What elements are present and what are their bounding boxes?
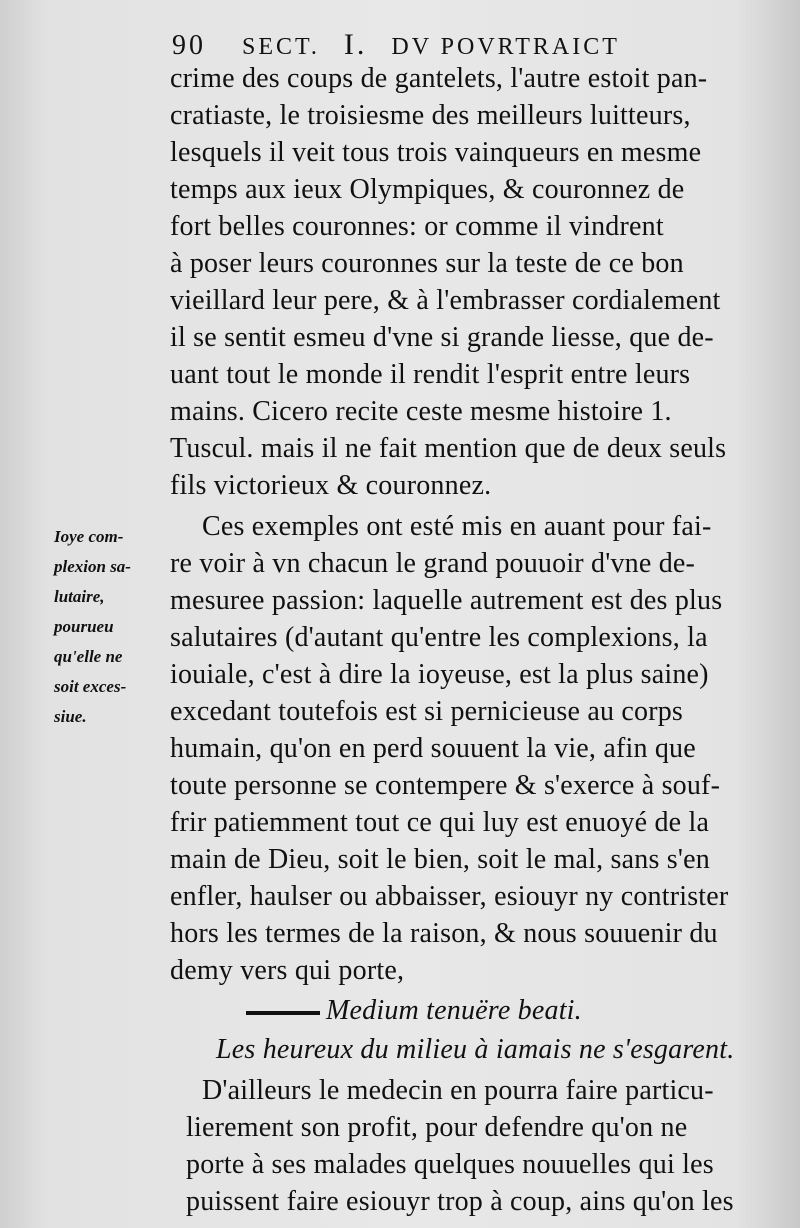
margin-note-line: soit exces- [54, 677, 127, 696]
body-line: fils victorieux & couronnez. [170, 470, 492, 501]
latin-quote: Medium tenuëre beati. [326, 995, 582, 1026]
body-line: re voir à vn chacun le grand pouuoir d'vne de- [170, 548, 696, 579]
body-line: iouiale, c'est à dire la ioyeuse, est la plus saine) [170, 659, 709, 690]
body-line: vieillard leur pere, & à l'embrasser cordialement [170, 285, 721, 316]
margin-note [54, 522, 166, 732]
body-line: temps aux ieux Olympiques, & couronnez de [170, 174, 685, 205]
margin-note-line: pourueu [54, 617, 114, 636]
body-line: uant tout le monde il rendit l'esprit entre leurs [170, 359, 691, 390]
body-line: cratiaste, le troisiesme des meilleurs luitteurs, [170, 100, 691, 131]
section-label: SECT. [242, 34, 320, 60]
body-line: mesuree passion: laquelle autrement est des plus [170, 585, 723, 616]
margin-note-line: qu'elle ne [54, 647, 123, 666]
body-line: D'ailleurs le medecin en pourra faire particu- [202, 1075, 714, 1106]
body-line: Tuscul. mais il ne fait mention que de deux seuls [170, 433, 727, 464]
body-line: main de Dieu, soit le bien, soit le mal, sans s'en [170, 844, 710, 875]
body-line: salutaires (d'autant qu'entre les complexions, la [170, 622, 708, 653]
french-quote: Les heureux du milieu à iamais ne s'esgarent. [216, 1034, 735, 1065]
body-line: puissent faire esiouyr trop à coup, ains qu'on les [186, 1186, 734, 1217]
body-line: porte à ses malades quelques nouuelles qui les [186, 1149, 714, 1180]
page-number: 90 [172, 30, 206, 61]
body-line: fort belles couronnes: or comme il vindrent [170, 211, 664, 242]
body-line: Ces exemples ont esté mis en auant pour fai- [202, 511, 712, 542]
body-line: frir patiemment tout ce qui luy est enuoyé de la [170, 807, 710, 838]
body-line: hors les termes de la raison, & nous souuenir du [170, 918, 718, 949]
body-line: lierement son profit, pour defendre qu'on ne [186, 1112, 688, 1143]
body-line: toute personne se contempere & s'exerce à souf- [170, 770, 721, 801]
body-line: humain, qu'on en perd souuent la vie, afin que [170, 733, 696, 764]
margin-note-line: lutaire, [54, 587, 105, 606]
body-line: à poser leurs couronnes sur la teste de ce bon [170, 248, 684, 279]
margin-note-line: Ioye com- [54, 527, 124, 546]
body-line: demy vers qui porte, [170, 955, 405, 986]
body-line: enfler, haulser ou abbaisser, esiouyr ny contrister [170, 881, 729, 912]
section-number: I. [343, 28, 368, 61]
body-line: il se sentit esmeu d'vne si grande liesse, que de- [170, 322, 714, 353]
body-line: excedant toutefois est si pernicieuse au corps [170, 696, 684, 727]
body-line: lesquels il veit tous trois vainqueurs en mesme [170, 137, 702, 168]
running-title: DV POVRTRAICT [391, 34, 620, 60]
latin-quote-line [246, 992, 582, 1030]
quote-dash-rule [246, 1011, 320, 1015]
margin-note-line: plexion sa- [54, 557, 131, 576]
body-line: crime des coups de gantelets, l'autre estoit pan- [170, 63, 708, 94]
margin-note-line: siue. [54, 707, 87, 726]
body-line: mains. Cicero recite ceste mesme histoire 1. [170, 396, 672, 427]
